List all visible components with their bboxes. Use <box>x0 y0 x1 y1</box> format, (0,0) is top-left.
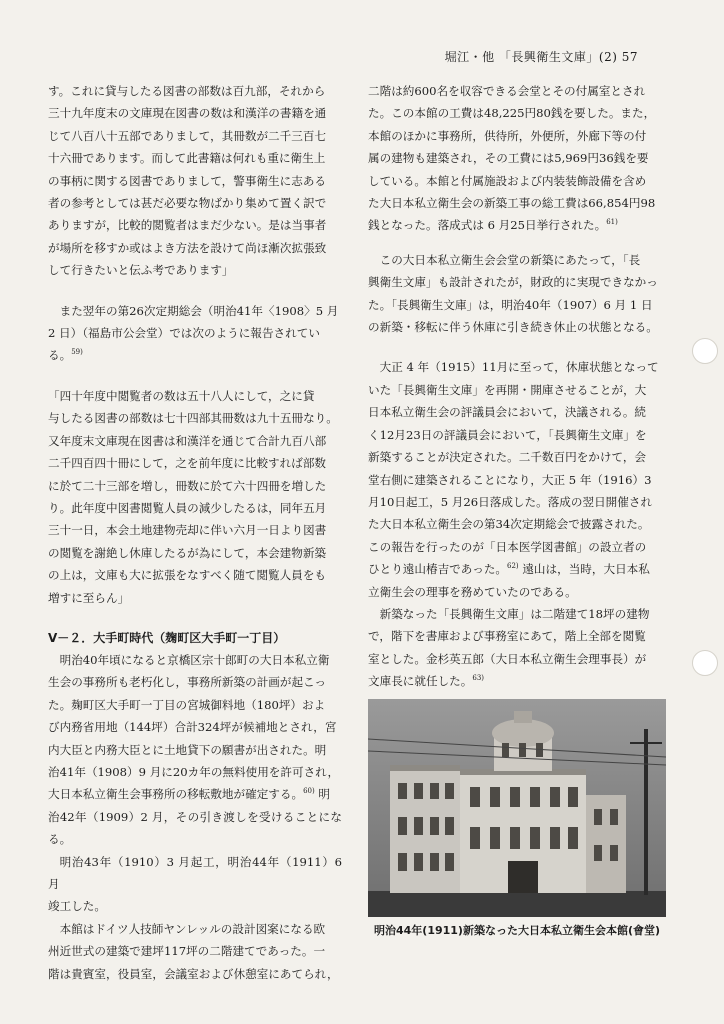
text-line: 階は貴賓室，役員室，会議室および休憩室にあてられ， <box>48 966 339 981</box>
text-line: す。これに貸与したる図書の部数は百九部，それから <box>48 84 326 98</box>
text-line: で，階下を書庫および事務室にあて，階上全部を閲覧 <box>368 629 646 644</box>
text-line: 十六冊であります。而して此書籍は何れも重に衛生上 <box>48 151 326 166</box>
footnote-ref: 63) <box>472 674 484 683</box>
footnote-ref: 60) <box>303 787 315 796</box>
quote-block-2 <box>48 385 342 609</box>
text-line: 生会の事務所も老朽化し，事務所新築の計画が起こっ <box>48 675 327 690</box>
text-line: 与したる図書の部数は七十四部其冊数は九十五冊なり。 <box>48 411 338 426</box>
text-line: 日本私立衛生会の評議員会において，決議される。続 <box>368 405 647 420</box>
text-line: た。「長興衛生文庫」は，明治40年（1907）6 月 1 日 <box>368 297 653 312</box>
running-header: 堀江・他 「長興衛生文庫」(2) 57 <box>444 50 638 64</box>
text-line: 銭となった。落成式は 6 月25日挙行された。$^{61)}$ <box>368 218 618 233</box>
text-line: また翌年の第26次定期総会（明治41年〈1908〉5 月 <box>59 303 339 318</box>
text-line: 増すに至らん」 <box>48 590 130 605</box>
text-line: 州近世式の建築で建坪117坪の二階建てであった。一 <box>48 944 326 959</box>
section-heading: Ⅴ－２．大手町時代（麹町区大手町一丁目） <box>48 630 286 645</box>
footnote-ref: 61) <box>606 218 618 227</box>
text-line: ありますが，比較的閲覧者はまだ少ない。是は当事者 <box>48 218 327 233</box>
paragraph-r1 <box>368 80 666 237</box>
right-column <box>368 80 666 939</box>
text-line: る。$^{59)}$ <box>48 348 83 363</box>
text-line: の事柄に関する図書でありまして，警事衛生に志ある <box>48 173 327 188</box>
footnote-ref: 59) <box>71 348 83 357</box>
text-line: 新築することが決定された。二千数百円をかけて，会 <box>368 450 647 465</box>
text-line: この大日本私立衛生会会堂の新築にあたって，「長 <box>379 252 641 267</box>
text-line: た大日本私立衛生会の第34次定期総会で披露された。 <box>368 517 650 532</box>
text-line: 内大臣と内務大臣とに土地貸下の願書が出された。明 <box>48 742 327 757</box>
text-line: び内務省用地（144坪）合計324坪が候補地とされ，宮 <box>48 720 337 735</box>
text-line: 竣工した。 <box>48 899 106 914</box>
paragraph-r3 <box>368 356 666 602</box>
text-line: 月10日起工，5 月26日落成した。落成の翌日開催され <box>368 494 653 509</box>
text-line: 明治40年頃になると京橋区宗十郎町の大日本私立衛 <box>59 652 330 667</box>
text-line: の閲覧を謝絶し休庫したるが為にして，本会建物新築 <box>48 545 327 560</box>
binder-hole-top <box>692 338 718 364</box>
text-line: 者の参考としては甚だ必要な物ばかり集めて置く訳で <box>48 196 327 211</box>
text-line: 本館はドイツ人技師ヤンレッルの設計図案になる欧 <box>59 921 326 936</box>
paragraph-3 <box>48 851 342 918</box>
text-line: ひとり遠山椿吉であった。$^{62)}$ 遠山は，当時，大日本私 <box>368 562 650 577</box>
text-line: 興衛生文庫」も設計されたが，財政的に実現できなかっ <box>368 275 658 290</box>
text-line: して行きたいと伝ふ考であります」 <box>48 263 234 278</box>
text-line: している。本館と付属施設および内装装飾設備を含め <box>368 173 647 188</box>
text-line: が場所を移すか或はよき方法を設けて尚ほ漸次拡張致 <box>48 240 327 255</box>
text-line: り。此年度中図書閲覧人員の減少したるは，同年五月 <box>48 500 327 515</box>
text-line: 治42年（1909）2 月，その引き渡しを受けることになる。 <box>48 809 342 847</box>
text-line: た大日本私立衛生会の新築工事の総工費は66,854円98 <box>368 196 656 211</box>
paragraph-4 <box>48 918 342 985</box>
paragraph-r4 <box>368 603 666 693</box>
footnote-ref: 62) <box>507 562 519 571</box>
text-line: の上は，文庫も大に拡張をなすべく随て閲覧人員をも <box>48 568 327 583</box>
text-line: この報告を行ったのが「日本医学図書館」の設立者の <box>368 539 647 554</box>
text-line: 大日本私立衛生会事務所の移転敷地が確定する。$^{60)}$ 明 <box>48 787 330 802</box>
text-line: 「四十年度中閲覧者の数は五十八人にして，之に貸 <box>48 388 315 403</box>
text-line: 立衛生会の理事を務めていたのである。 <box>368 584 577 599</box>
paragraph-2 <box>48 649 342 851</box>
text-line: に於て二十三部を増し，冊数に於て六十四冊を増した <box>48 478 327 493</box>
photo-caption: 明治44年(1911)新築なった大日本私立衛生会本館(會堂) <box>373 923 661 937</box>
paragraph-1 <box>48 300 342 367</box>
text-line: 三十九年度末の文庫現在図書の数は和漢洋の書籍を通 <box>48 106 327 121</box>
text-line: 三十一日，本会土地建物売却に伴い六月一日より図書 <box>48 523 327 538</box>
text-line: た。麹町区大手町一丁目の宮城御料地（180坪）およ <box>48 697 326 712</box>
building-photo <box>368 699 666 917</box>
text-line: 大正 4 年（1915）11月に至って，休庫状態となって <box>379 360 659 375</box>
left-column <box>48 80 342 985</box>
text-line: た。この本館の工費は48,225円80銭を要した。また， <box>368 106 656 121</box>
text-line: 本館のほかに事務所，供待所，外便所，外廊下等の付 <box>368 128 647 143</box>
text-line: 明治43年（1910）3 月起工，明治44年（1911）6 月 <box>48 854 342 891</box>
text-line: 治41年（1908）9 月に20カ年の無料使用を許可され， <box>48 764 340 779</box>
building-photo-illustration <box>368 699 666 917</box>
text-line: 新築なった「長興衛生文庫」は二階建て18坪の建物 <box>379 606 650 621</box>
text-line: じて八百八十五部でありまして，其冊数が二千三百七 <box>48 128 327 143</box>
text-line: 堂右側に建築されることになり，大正 5 年（1916）3 <box>368 472 652 487</box>
text-line: いた「長興衛生文庫」を再開・開庫させることが，大 <box>368 382 647 397</box>
text-line: 室とした。金杉英五郎（大日本私立衛生会理事長）が <box>368 651 647 666</box>
text-line: く12月23日の評議員会において，「長興衛生文庫」を <box>368 427 647 442</box>
text-line: 2 日）（福島市公会堂）では次のように報告されてい <box>48 326 320 341</box>
text-line: 文庫長に就任した。$^{63)}$ <box>368 674 484 689</box>
quote-block-1 <box>48 80 342 282</box>
text-line: 又年度末文庫現在図書は和漢洋を通じて合計九百八部 <box>48 433 327 448</box>
text-line: 二階は約600名を収容できる会堂とその付属室とされ <box>368 84 646 98</box>
text-line: 属の建物も建築され，その工費には5,969円36銭を要 <box>368 151 649 166</box>
binder-hole-bottom <box>692 650 718 676</box>
paragraph-r2 <box>368 249 666 339</box>
text-line: の新築・移転に伴う休庫に引き続き休止の状態となる。 <box>368 320 658 335</box>
text-line: 二千四百四十冊にして，之を前年度に比較すれば部数 <box>48 456 327 471</box>
